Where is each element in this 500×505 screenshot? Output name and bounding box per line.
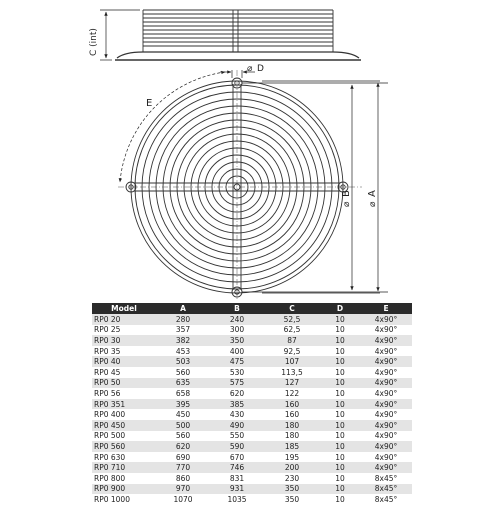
cell-b: 430 [229,410,245,420]
cell-model: RP0 1000 [94,494,130,504]
cell-d: 10 [320,335,360,346]
cell-e: 4x90° [374,388,398,398]
cell-d: 10 [320,314,360,325]
cell-a: 500 [156,420,210,431]
cell-c: 127 [264,378,320,389]
cell-d: 10 [320,399,360,410]
cell-a: 860 [175,473,191,483]
cell-model: RP0 40 [92,356,156,367]
cell-model: RP0 25 [94,325,121,335]
label-d-symbol: ⌀ [247,64,253,74]
cell-e: 4x90° [360,314,412,325]
cell-d: 10 [320,420,360,431]
cell-a: 560 [175,431,191,441]
cell-b: 620 [229,388,245,398]
label-d: D [257,64,264,74]
cell-e: 8x45° [360,484,412,495]
cell-b: 490 [210,420,264,431]
specs-table [92,303,412,505]
table-row [92,356,412,367]
table-body [92,314,412,505]
cell-e: 8x45° [374,494,398,504]
cell-b: 746 [210,462,264,473]
header-b: B [210,303,264,314]
cell-a: 770 [156,462,210,473]
cell-d: 10 [335,367,345,377]
table-row [92,441,412,452]
cell-model: RP0 450 [92,420,156,431]
cell-b: 550 [229,431,245,441]
cell-b: 931 [210,484,264,495]
cell-d: 10 [335,494,345,504]
cell-d: 10 [335,410,345,420]
cell-a: 620 [156,441,210,452]
cell-a: 453 [175,346,191,356]
header-a: A [156,303,210,314]
table-row [92,484,412,495]
cell-model: RP0 900 [92,484,156,495]
cell-b: 530 [229,367,245,377]
front-view [126,78,348,297]
cell-d: 10 [320,378,360,389]
cell-b: 575 [210,378,264,389]
cell-model: RP0 30 [92,335,156,346]
cell-b: 590 [210,441,264,452]
table-row [92,378,412,389]
table-row [92,431,412,442]
cell-e: 4x90° [374,431,398,441]
cell-e: 4x90° [360,462,412,473]
side-view [115,10,361,60]
cell-d: 10 [335,325,345,335]
cell-a: 970 [156,484,210,495]
header-model: Model [92,303,156,314]
cell-a: 450 [175,410,191,420]
cell-d: 10 [335,346,345,356]
table-row [92,325,412,336]
header-e: E [360,303,412,314]
label-a-symbol: ⌀ [368,201,378,207]
cell-d: 10 [335,431,345,441]
label-a: A [367,190,378,197]
table-row [92,473,412,484]
cell-a: 560 [175,367,191,377]
table-header-row [92,303,412,314]
cell-c: 52,5 [264,314,320,325]
header-c: C [264,303,320,314]
cell-b: 300 [229,325,245,335]
cell-d: 10 [320,484,360,495]
cell-c: 200 [264,462,320,473]
table-row [92,314,412,325]
label-b: B [341,190,352,197]
cell-model: RP0 50 [92,378,156,389]
cell-a: 1070 [173,494,193,504]
cell-d: 10 [320,462,360,473]
cell-model: RP0 351 [92,399,156,410]
cell-model: RP0 45 [94,367,121,377]
cell-d: 10 [335,473,345,483]
cell-c: 92,5 [283,346,301,356]
table-row [92,335,412,346]
cell-d: 10 [335,452,345,462]
cell-model: RP0 500 [94,431,126,441]
cell-c: 195 [284,452,300,462]
cell-d: 10 [320,441,360,452]
header-d: D [320,303,360,314]
cell-model: RP0 400 [94,410,126,420]
table-row [92,409,412,420]
cell-b: 831 [229,473,245,483]
table-row [92,346,412,357]
cell-c: 350 [284,494,300,504]
table-row [92,367,412,378]
cell-c: 160 [264,399,320,410]
cell-model: RP0 35 [94,346,121,356]
table-row [92,452,412,463]
table-row [92,462,412,473]
cell-e: 4x90° [360,399,412,410]
cell-model: RP0 56 [94,388,121,398]
table-row [92,399,412,410]
cell-e: 4x90° [360,356,412,367]
table-row [92,494,412,505]
cell-e: 4x90° [374,410,398,420]
cell-b: 1035 [227,494,247,504]
cell-e: 4x90° [374,325,398,335]
label-b-symbol: ⌀ [342,201,352,207]
label-e: E [146,98,153,109]
cell-c: 122 [284,388,300,398]
cell-a: 635 [156,378,210,389]
cell-b: 400 [229,346,245,356]
cell-a: 357 [175,325,191,335]
cell-a: 382 [156,335,210,346]
cell-e: 8x45° [374,473,398,483]
cell-c: 180 [264,420,320,431]
cell-b: 385 [210,399,264,410]
cell-c: 107 [264,356,320,367]
cell-a: 503 [156,356,210,367]
table-row [92,420,412,431]
cell-d: 10 [320,356,360,367]
cell-b: 475 [210,356,264,367]
cell-e: 4x90° [360,441,412,452]
cell-c: 87 [264,335,320,346]
cell-a: 280 [156,314,210,325]
cell-e: 4x90° [374,452,398,462]
cell-e: 4x90° [360,420,412,431]
cell-c: 180 [284,431,300,441]
cell-model: RP0 630 [94,452,126,462]
cell-model: RP0 20 [92,314,156,325]
cell-model: RP0 560 [92,441,156,452]
cell-c: 350 [264,484,320,495]
cell-model: RP0 710 [92,462,156,473]
cell-a: 395 [156,399,210,410]
cell-c: 113,5 [281,367,303,377]
cell-d: 10 [335,388,345,398]
cell-c: 160 [284,410,300,420]
cell-e: 4x90° [360,335,412,346]
cell-b: 670 [229,452,245,462]
cell-b: 240 [210,314,264,325]
cell-c: 62,5 [283,325,301,335]
table-row [92,388,412,399]
cell-e: 4x90° [360,378,412,389]
cell-a: 658 [175,388,191,398]
cell-e: 4x90° [374,346,398,356]
cell-model: RP0 800 [94,473,126,483]
cell-e: 4x90° [374,367,398,377]
cell-c: 230 [284,473,300,483]
label-c: C (int) [89,28,99,56]
cell-b: 350 [210,335,264,346]
cell-c: 185 [264,441,320,452]
cell-a: 690 [175,452,191,462]
